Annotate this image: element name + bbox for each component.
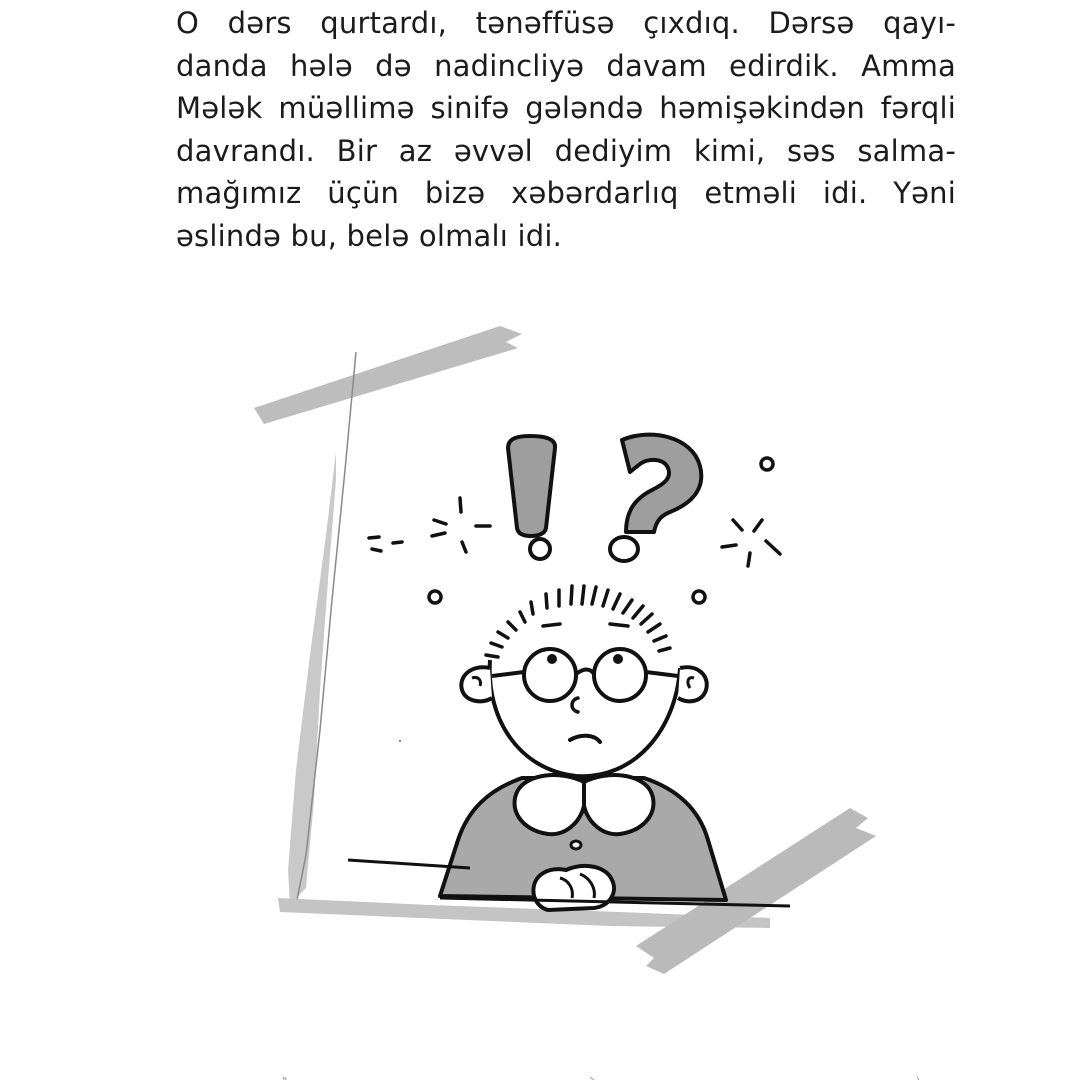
- story-line-1: O dərs qurtardı, tənəffüsə çıxdıq. Dərsə qayı-: [176, 6, 956, 40]
- sparkle-icon: [369, 458, 780, 603]
- page-bottom-specks: [0, 1068, 1080, 1080]
- left-frame-shade: [288, 452, 336, 905]
- hair: [486, 586, 670, 657]
- story-line-3: Mələk müəllimə sinifə gələndə həmişəkindən fərqli: [176, 91, 956, 125]
- illustration-svg: [240, 315, 880, 980]
- story-line-6: əslində bu, belə olmalı idi.: [176, 218, 562, 253]
- speck: [399, 740, 401, 742]
- question-mark-icon: [610, 435, 701, 561]
- story-text: [176, 2, 956, 257]
- confused-child-illustration: [240, 315, 880, 980]
- top-tape: [254, 326, 522, 424]
- story-line-5: mağımız üçün bizə xəbərdarlıq etməli idi. Yəni: [176, 176, 956, 210]
- story-line-4: davrandı. Bir az əvvəl dediyim kimi, səs salma-: [176, 133, 956, 168]
- child-head: [461, 649, 706, 776]
- exclamation-mark-icon: [508, 436, 555, 559]
- child-body: [348, 775, 790, 910]
- story-line-2: danda hələ də nadincliyə davam edirdik. Amma: [176, 48, 956, 83]
